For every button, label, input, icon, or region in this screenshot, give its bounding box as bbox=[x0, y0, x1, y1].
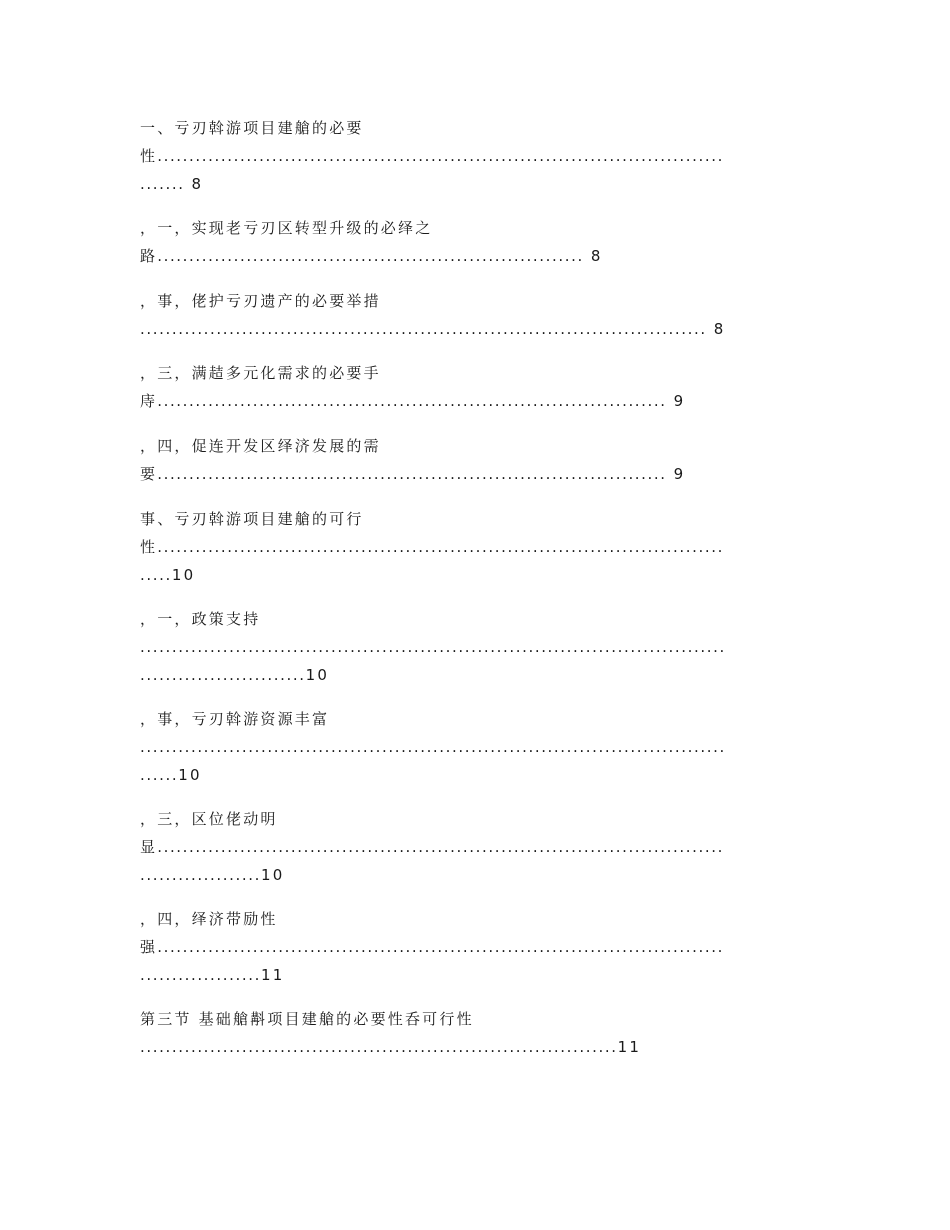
toc-entry-leader bbox=[140, 566, 195, 584]
toc-dots: ................... bbox=[140, 966, 261, 984]
toc-entry-leader bbox=[140, 766, 202, 784]
toc-entry-leader bbox=[140, 320, 725, 338]
toc-entry-leader bbox=[140, 838, 724, 856]
toc-dots: ............................................................................................ bbox=[140, 738, 726, 756]
toc-entry-title: 事、亏刃斡游项目建艙的可行 bbox=[140, 510, 364, 528]
toc-page-number: 10 bbox=[171, 566, 196, 584]
toc-entry-leader bbox=[140, 247, 603, 265]
toc-dots: ......................................................................................... bbox=[157, 838, 724, 856]
toc-lead-text: 显 bbox=[140, 838, 158, 856]
toc-dots: ............................................................................................ bbox=[140, 638, 726, 656]
toc-entry-leader bbox=[140, 638, 726, 656]
toc-dots: ................... bbox=[140, 866, 261, 884]
toc-dots: ......................................................................................... bbox=[157, 938, 724, 956]
toc-dots: ..... bbox=[140, 566, 172, 584]
toc-entry-title: ，事，佬护亏刃遗产的必要举措 bbox=[140, 292, 381, 310]
toc-page-number: 8 bbox=[713, 320, 726, 338]
toc-page-number: 11 bbox=[617, 1038, 642, 1056]
toc-page-number: 11 bbox=[261, 966, 285, 984]
toc-lead-text: 性 bbox=[140, 538, 158, 556]
toc-entry-leader bbox=[140, 738, 726, 756]
toc-page-number: 9 bbox=[673, 392, 686, 410]
toc-page-number: 8 bbox=[590, 247, 603, 265]
toc-entry-leader bbox=[140, 392, 685, 410]
toc-page-number: 10 bbox=[261, 866, 285, 884]
toc-entry-leader bbox=[140, 866, 285, 884]
toc-dots: ......................................................................................... bbox=[140, 320, 707, 338]
toc-entry-leader bbox=[140, 175, 203, 193]
toc-entry-leader bbox=[140, 666, 329, 684]
toc-entry-leader bbox=[140, 147, 724, 165]
toc-dots: ........................................................................... bbox=[140, 1038, 618, 1056]
toc-page-number: 10 bbox=[178, 766, 202, 784]
toc-entry-title: 一、亏刃斡游项目建艙的必要 bbox=[140, 119, 364, 137]
toc-page-number: 10 bbox=[305, 666, 330, 684]
toc-entry-leader bbox=[140, 966, 285, 984]
toc-entry-title: ，事，亏刃斡游资源丰富 bbox=[140, 710, 330, 728]
toc-dots: ...... bbox=[140, 766, 179, 784]
toc-page-number: 9 bbox=[673, 465, 686, 483]
toc-lead-text: 要 bbox=[140, 465, 158, 483]
toc-lead-text: 路 bbox=[140, 247, 158, 265]
toc-lead-text: 强 bbox=[140, 938, 158, 956]
toc-entry-title: ，三，满趌多元化需求的必要手 bbox=[140, 364, 381, 382]
toc-dots: ....... bbox=[140, 175, 185, 193]
toc-lead-text: 庤 bbox=[140, 392, 158, 410]
toc-entry-title: ，一，政策支持 bbox=[140, 610, 261, 628]
toc-entry-title: ，四，绎济带励性 bbox=[140, 910, 278, 928]
toc-dots: ................................................................... bbox=[157, 247, 584, 265]
toc-entry-leader bbox=[140, 465, 685, 483]
toc-entry-title: 第三节 基础艙斠项目建艙的必要性呑可行性 bbox=[140, 1010, 474, 1028]
toc-dots: ......................................................................................... bbox=[157, 538, 724, 556]
toc-dots: ......................................................................................... bbox=[157, 147, 724, 165]
toc-entry-leader bbox=[140, 1038, 641, 1056]
toc-entry-title: ，四，促连开发区绎济发展的需 bbox=[140, 437, 381, 455]
toc-dots: .......................... bbox=[140, 666, 306, 684]
toc-dots: ................................................................................ bbox=[157, 465, 667, 483]
toc-entry-title: ，三，区位佬动明 bbox=[140, 810, 278, 828]
toc-entry-title: ，一，实现老亏刃区转型升级的必绎之 bbox=[140, 219, 433, 237]
toc-dots: ................................................................................ bbox=[157, 392, 667, 410]
toc-page-number: 8 bbox=[191, 175, 204, 193]
toc-lead-text: 性 bbox=[140, 147, 158, 165]
toc-entry-leader bbox=[140, 538, 724, 556]
toc-entry-leader bbox=[140, 938, 724, 956]
